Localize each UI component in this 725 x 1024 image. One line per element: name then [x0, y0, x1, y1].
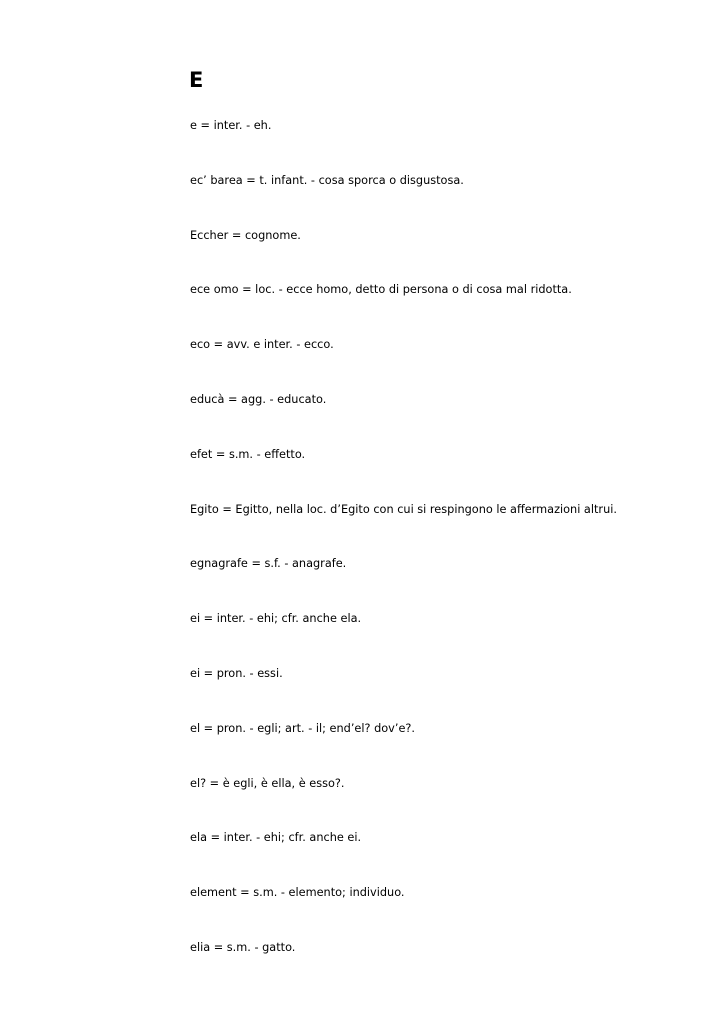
- dictionary-entry: el? = è egli, è ella, è esso?.: [190, 776, 345, 790]
- entry-list: [190, 117, 617, 994]
- dictionary-entry: element = s.m. - elemento; individuo.: [190, 886, 405, 900]
- dictionary-entry: ec’ barea = t. infant. - cosa sporca o disgustosa.: [190, 173, 464, 187]
- section-letter-heading: E: [189, 68, 204, 92]
- dictionary-entry: educà = agg. - educato.: [190, 392, 327, 406]
- dictionary-entry: e = inter. - eh.: [190, 119, 272, 132]
- dictionary-entry: ei = inter. - ehi; cfr. anche ela.: [190, 612, 362, 626]
- dictionary-entry: Egito = Egitto, nella loc. d’Egito con cui si respingono le affermazioni altrui.: [190, 502, 617, 516]
- dictionary-entry: ela = inter. - ehi; cfr. anche ei.: [190, 831, 362, 845]
- dictionary-entry: el = pron. - egli; art. - il; end’el? dov’e?.: [190, 721, 415, 735]
- dictionary-entry: ece omo = loc. - ecce homo, detto di persona o di cosa mal ridotta.: [190, 283, 572, 297]
- dictionary-entry: eco = avv. e inter. - ecco.: [190, 338, 334, 352]
- dictionary-entry: egnagrafe = s.f. - anagrafe.: [190, 557, 347, 571]
- dictionary-entry: efet = s.m. - effetto.: [190, 447, 306, 461]
- dictionary-entry: elia = s.m. - gatto.: [190, 940, 296, 954]
- dictionary-entry: Eccher = cognome.: [190, 228, 301, 242]
- dictionary-entry: ei = pron. - essi.: [190, 666, 283, 680]
